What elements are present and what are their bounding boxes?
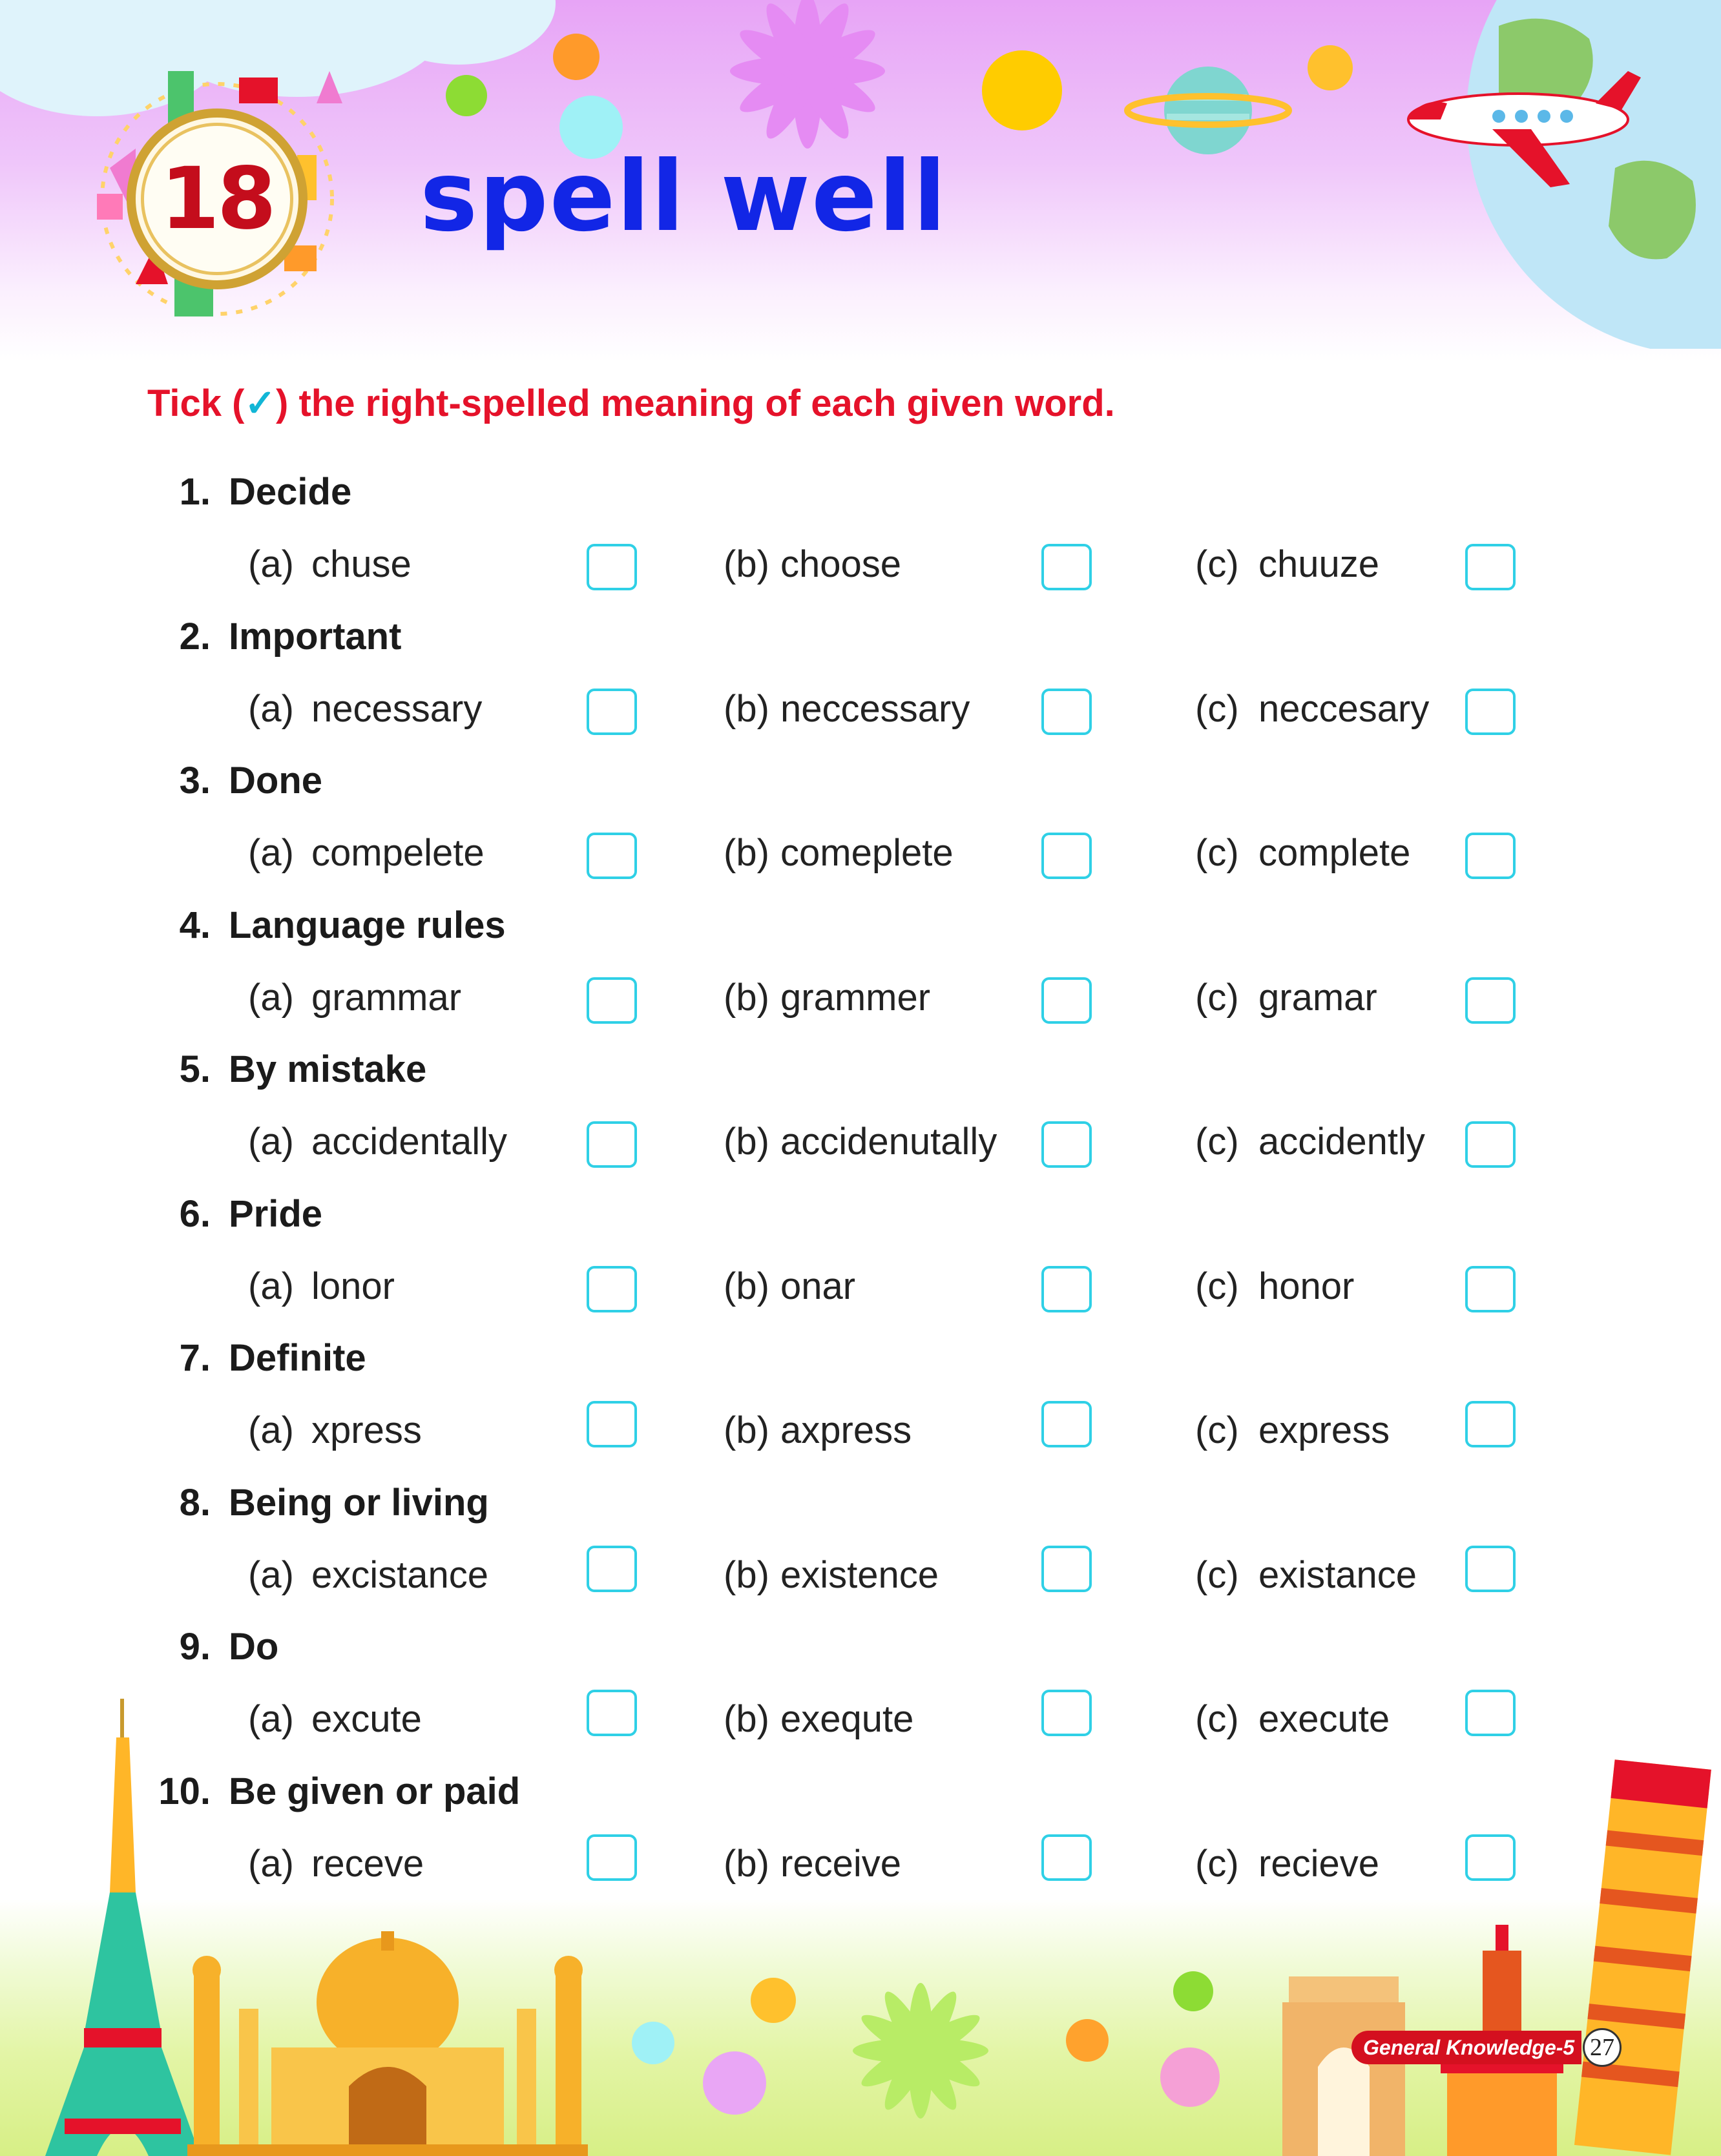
option-c [1195,1842,1379,1885]
option-text: lonor [311,1265,395,1307]
answer-checkbox[interactable] [587,1690,637,1736]
decorative-dot [751,1978,796,2023]
taj-mahal-icon [187,1931,588,2156]
question-8 [155,1481,489,1524]
option-b [724,1409,912,1452]
option-label: (b) [724,832,769,874]
option-text: execute [1258,1698,1390,1740]
option-text: necessary [311,687,483,730]
question-number: 4. [179,904,211,946]
question-5 [155,1048,426,1091]
question-number: 8. [179,1481,211,1524]
option-b [724,1697,913,1741]
option-text: onar [780,1265,856,1307]
option-label: (b) [724,1698,769,1740]
question-number: 3. [179,760,211,802]
answer-checkbox[interactable] [587,977,637,1024]
option-label: (c) [1195,1842,1239,1885]
option-c [1195,1409,1390,1452]
option-text: receve [311,1842,424,1885]
option-a [248,1120,507,1163]
answer-checkbox[interactable] [1041,1121,1092,1168]
option-b [724,1120,997,1163]
option-label: (b) [724,1409,769,1451]
question-word: Be given or paid [229,1770,521,1812]
option-label: (a) [248,1121,294,1163]
question-2 [155,615,401,658]
answer-checkbox[interactable] [587,1121,637,1168]
chapter-badge [127,109,308,289]
option-label: (a) [248,1265,294,1307]
question-word: Definite [229,1337,366,1379]
decorative-dot [703,2051,766,2115]
answer-checkbox[interactable] [1465,1834,1516,1881]
option-a [248,1697,422,1741]
question-number: 1. [179,471,211,513]
option-label: (c) [1195,543,1239,585]
question-4 [155,904,506,947]
option-label: (b) [724,1121,769,1163]
answer-checkbox[interactable] [587,1546,637,1592]
answer-checkbox[interactable] [1041,1546,1092,1592]
option-text: accidentally [311,1121,508,1163]
answer-checkbox[interactable] [1041,1401,1092,1447]
question-9 [155,1625,278,1668]
option-text: axpress [780,1409,912,1451]
decorative-dot [1160,2047,1220,2107]
option-text: recieve [1258,1842,1379,1885]
answer-checkbox[interactable] [1465,1401,1516,1447]
option-label: (c) [1195,1121,1239,1163]
question-word: Important [229,615,402,658]
flower-decoration [840,1970,1001,2131]
option-label: (a) [248,1409,294,1451]
decorative-dot [632,2022,674,2064]
instruction-after: ) the right-spelled meaning of each given word. [276,382,1115,424]
chapter-number: 18 [160,149,274,249]
option-b [724,976,930,1019]
question-number: 2. [179,615,211,658]
question-number: 9. [179,1626,211,1668]
question-1 [155,470,351,513]
question-10 [155,1770,520,1813]
option-b [724,687,970,731]
page-title: spell well [420,141,948,253]
option-b [724,1842,901,1885]
option-b [724,831,954,875]
option-label: (a) [248,1842,294,1885]
option-text: gramar [1258,976,1377,1019]
answer-checkbox[interactable] [1041,1690,1092,1736]
answer-checkbox[interactable] [1465,1546,1516,1592]
answer-checkbox[interactable] [1465,833,1516,879]
question-3 [155,759,322,802]
option-text: excute [311,1698,422,1740]
option-label: (c) [1195,832,1239,874]
option-label: (a) [248,832,294,874]
answer-checkbox[interactable] [587,544,637,590]
option-c [1195,976,1377,1019]
option-text: chuse [311,543,412,585]
book-title: General Knowledge-5 [1351,2031,1581,2064]
answer-checkbox[interactable] [587,833,637,879]
decorative-dot [1173,1971,1213,2011]
option-a [248,1842,424,1885]
question-number: 6. [179,1192,211,1235]
answer-checkbox[interactable] [1465,544,1516,590]
option-b [724,1553,939,1597]
answer-checkbox[interactable] [1465,1121,1516,1168]
option-label: (c) [1195,1553,1239,1596]
decorative-dot [982,50,1062,130]
option-text: honor [1258,1265,1355,1307]
option-text: neccesary [1258,687,1430,730]
question-word: Done [229,760,322,802]
question-word: Language rules [229,904,506,946]
answer-checkbox[interactable] [1465,1690,1516,1736]
question-word: By mistake [229,1048,427,1090]
option-a [248,1265,395,1308]
option-label: (a) [248,976,294,1019]
question-number: 7. [179,1337,211,1379]
option-label: (c) [1195,1409,1239,1451]
question-word: Do [229,1626,279,1668]
answer-checkbox[interactable] [1041,689,1092,735]
airplane-icon [1402,58,1647,194]
decorative-dot [446,75,487,116]
option-label: (b) [724,1553,769,1596]
option-text: existance [1258,1553,1417,1596]
planet-icon [1124,56,1292,165]
answer-checkbox[interactable] [587,689,637,735]
eiffel-tower-icon [39,1699,207,2156]
option-label: (a) [248,1553,294,1596]
option-text: accidenutally [780,1121,997,1163]
option-text: compelete [311,832,485,874]
option-a [248,687,482,731]
option-label: (c) [1195,687,1239,730]
option-c [1195,543,1379,586]
page-number: 27 [1583,2028,1622,2067]
answer-checkbox[interactable] [1465,689,1516,735]
option-text: accidently [1258,1121,1425,1163]
option-c [1195,831,1410,875]
instruction-before: Tick ( [147,382,245,424]
option-text: comeplete [780,832,954,874]
question-word: Being or living [229,1481,489,1524]
answer-checkbox[interactable] [1041,977,1092,1024]
option-text: chuuze [1258,543,1380,585]
instruction-text [147,381,1115,425]
option-a [248,543,412,586]
option-c [1195,1553,1417,1597]
answer-checkbox[interactable] [1041,833,1092,879]
option-b [724,543,901,586]
option-label: (a) [248,687,294,730]
option-b [724,1265,855,1308]
option-label: (a) [248,1698,294,1740]
question-7 [155,1336,366,1380]
option-a [248,831,485,875]
option-text: receive [780,1842,901,1885]
tick-icon: ✓ [244,382,276,424]
question-word: Decide [229,471,352,513]
answer-checkbox[interactable] [1465,1266,1516,1312]
option-label: (c) [1195,976,1239,1019]
option-text: excistance [311,1553,489,1596]
option-label: (a) [248,543,294,585]
option-label: (b) [724,543,769,585]
decorative-dot [1308,45,1353,90]
option-text: existence [780,1553,939,1596]
question-word: Pride [229,1192,323,1235]
option-label: (b) [724,976,769,1019]
question-number: 10. [158,1770,211,1812]
option-a [248,976,461,1019]
option-text: complete [1258,832,1411,874]
leaning-tower-icon [1563,1737,1721,2156]
answer-checkbox[interactable] [587,1834,637,1881]
option-text: express [1258,1409,1390,1451]
option-label: (c) [1195,1698,1239,1740]
question-6 [155,1192,322,1236]
option-c [1195,1697,1390,1741]
option-text: choose [780,543,902,585]
option-text: xpress [311,1409,422,1451]
option-label: (c) [1195,1265,1239,1307]
option-c [1195,687,1429,731]
question-number: 5. [179,1048,211,1090]
answer-checkbox[interactable] [1041,1266,1092,1312]
option-label: (b) [724,1265,769,1307]
answer-checkbox[interactable] [587,1266,637,1312]
option-text: grammer [780,976,931,1019]
option-text: neccessary [780,687,970,730]
answer-checkbox[interactable] [1465,977,1516,1024]
answer-checkbox[interactable] [1041,544,1092,590]
option-a [248,1553,488,1597]
option-a [248,1409,422,1452]
decorative-dot [553,34,600,80]
option-text: grammar [311,976,462,1019]
answer-checkbox[interactable] [1041,1834,1092,1881]
option-text: exequte [780,1698,914,1740]
answer-checkbox[interactable] [587,1401,637,1447]
option-label: (b) [724,687,769,730]
decorative-dot [1066,2019,1109,2062]
option-label: (b) [724,1842,769,1885]
option-c [1195,1265,1354,1308]
option-c [1195,1120,1425,1163]
